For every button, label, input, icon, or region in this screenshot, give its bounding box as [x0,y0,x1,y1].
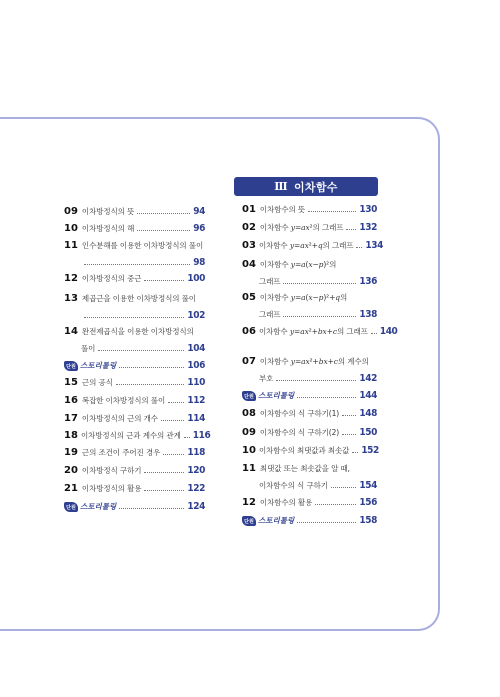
toc-entry-number: 14 [64,326,78,337]
toc-entry-label: 이차방정식 구하기 [81,466,142,475]
toc-entry-label: 그래프 [259,277,281,286]
toc-entry-label: 이차함수의 식 구하기 [259,481,328,490]
toc-entry-page: 154 [359,480,377,491]
toc-entry-label: 이차함수의 뜻 [259,205,306,214]
dot-leader [352,452,358,453]
toc-entry-page: 140 [379,326,398,337]
toc-entry-number: 02 [242,222,256,233]
toc-entry-number: 19 [64,447,78,458]
dot-leader [119,367,184,368]
toc-entry-label: 부호 [259,374,274,383]
toc-entry-page: 106 [187,360,205,371]
dot-leader [342,434,356,435]
toc-entry-page: 136 [359,276,377,287]
section-numeral: Ⅲ [274,180,288,193]
toc-entry[interactable] [64,444,205,458]
toc-entry[interactable] [242,323,398,337]
toc-entry[interactable] [242,405,377,419]
dot-leader [297,397,356,398]
toc-entry-page: 124 [187,501,205,512]
toc-entry-page: 150 [359,427,377,438]
toc-entry-page: 98 [193,257,205,268]
toc-entry[interactable] [64,323,205,337]
toc-entry-label: 복잡한 이차방정식의 풀이 [81,396,166,405]
toc-entry-number: 18 [64,430,78,441]
dot-leader [116,384,185,385]
toc-entry-number: 10 [242,445,256,456]
toc-entry[interactable] [64,498,205,512]
toc-entry-label: 이차함수 y=a(x−p)²의 [259,260,337,269]
toc-entry-page: 110 [187,377,205,388]
toc-entry-number: 08 [242,408,256,419]
toc-entry-label: 이차함수 y=a(x−p)²+q의 [259,293,348,302]
toc-entry-number: 11 [64,240,78,251]
toc-entry-number: 12 [64,273,78,284]
toc-entry[interactable] [242,237,383,251]
toc-entry-label: 스토리툴링 [80,361,117,370]
toc-entry-number: 21 [64,483,78,494]
toc-entry-number: 17 [64,413,78,424]
toc-entry-page: 120 [187,465,205,476]
toc-entry-continuation[interactable] [242,306,377,320]
dot-leader [119,508,184,509]
dot-leader [283,316,356,317]
toc-entry-page: 112 [187,395,205,406]
unit-badge: 단원 [64,502,78,512]
unit-badge: 단원 [242,391,256,401]
toc-entry[interactable] [64,480,205,494]
toc-entry-page: 116 [192,430,211,441]
toc-entry-label: 근의 조건이 주어진 경우 [81,448,161,457]
toc-entry[interactable] [242,512,377,526]
dot-leader [276,380,356,381]
toc-entry-page: 144 [359,390,377,401]
toc-entry-label: 인수분해를 이용한 이차방정식의 풀이 [81,241,204,250]
toc-entry-label: 완전제곱식을 이용한 이차방정식의 [81,327,194,336]
toc-entry-label: 이차함수의 식 구하기(2) [259,428,340,437]
toc-entry-label: 스토리툴링 [80,502,117,511]
toc-entry-label: 이차방정식의 뜻 [81,207,135,216]
toc-entry[interactable] [242,201,377,215]
toc-entry[interactable] [242,289,377,303]
toc-entry[interactable] [242,256,377,270]
toc-entry-label: 이차방정식의 근의 개수 [81,414,158,423]
toc-entry-page: 122 [187,483,205,494]
toc-entry-page: 130 [359,204,377,215]
toc-entry-continuation[interactable] [242,477,377,491]
toc-entry-label: 이차함수 y=ax²의 그래프 [259,223,344,232]
toc-entry-label: 이차함수 y=ax²+bx+c의 그래프 [259,327,368,336]
unit-badge: 단원 [242,516,256,526]
dot-leader [308,211,356,212]
toc-entry-number: 09 [242,427,256,438]
dot-leader [84,317,184,318]
toc-entry-page: 152 [361,445,379,456]
dot-leader [346,229,356,230]
dot-leader [137,230,190,231]
toc-entry[interactable] [242,219,377,233]
toc-entry-label: 이차방정식의 해 [81,224,135,233]
toc-entry-page: 118 [187,447,205,458]
toc-entry-number: 10 [64,223,78,234]
toc-entry[interactable] [64,237,205,251]
unit-badge: 단원 [64,361,78,371]
toc-entry-page: 104 [187,343,205,354]
toc-entry-page: 142 [359,373,377,384]
toc-entry-label: 이차함수 y=ax²+q의 그래프 [259,241,354,250]
toc-entry-label: 최댓값 또는 최솟값을 알 때, [259,464,350,473]
toc-entry-label: 스토리툴링 [258,516,295,525]
toc-entry-number: 15 [64,377,78,388]
dot-leader [342,415,356,416]
section-title: 이차함수 [293,180,338,194]
dot-leader [315,504,356,505]
toc-entry-label: 이차함수의 식 구하기(1) [259,409,340,418]
toc-entry-number: 05 [242,292,256,303]
toc-entry-label: 이차함수의 최댓값과 최솟값 [259,446,350,455]
toc-entry[interactable] [64,357,205,371]
toc-entry[interactable] [64,427,211,441]
toc-entry-number: 11 [242,463,256,474]
toc-entry-label: 제곱근을 이용한 이차방정식의 풀이 [81,294,196,303]
toc-entry[interactable] [64,220,205,234]
toc-entry-page: 96 [193,223,205,234]
dot-leader [371,333,377,334]
toc-entry-label: 근의 공식 [81,378,113,387]
toc-entry[interactable] [242,424,377,438]
toc-entry[interactable] [64,410,205,424]
toc-entry-number: 07 [242,356,256,367]
dot-leader [161,420,184,421]
toc-entry-label: 이차방정식의 활용 [81,484,142,493]
toc-entry[interactable] [64,290,205,304]
toc-entry-label: 풀이 [81,344,96,353]
toc-entry-page: 138 [359,309,377,320]
toc-entry-continuation[interactable] [64,340,205,354]
toc-entry-page: 94 [193,206,205,217]
toc-entry[interactable] [242,353,377,367]
toc-entry-label: 그래프 [259,310,281,319]
toc-entry[interactable] [64,203,205,217]
toc-entry-label: 이차함수의 활용 [259,498,313,507]
toc-entry-continuation[interactable] [64,307,205,321]
dot-leader [163,454,184,455]
toc-entry[interactable] [242,460,377,474]
toc-entry-page: 132 [359,222,377,233]
dot-leader [84,264,190,265]
toc-entry-label: 스토리툴링 [258,391,295,400]
dot-leader [331,487,357,488]
dot-leader [98,350,184,351]
dot-leader [144,280,184,281]
toc-entry-page: 134 [365,240,383,251]
dot-leader [184,437,190,438]
toc-entry-page: 148 [359,408,377,419]
toc-entry-continuation[interactable] [64,254,205,268]
toc-entry[interactable] [64,392,205,406]
toc-entry-number: 01 [242,204,256,215]
toc-entry[interactable] [242,442,377,456]
toc-entry-number: 13 [64,293,78,304]
toc-entry-page: 114 [187,413,205,424]
toc-entry-number: 09 [64,206,78,217]
toc-entry[interactable] [64,374,205,388]
toc-entry-number: 16 [64,395,78,406]
toc-entry-page: 158 [359,515,377,526]
dot-leader [144,490,184,491]
dot-leader [356,247,362,248]
toc-entry-continuation[interactable] [242,370,377,384]
toc-entry-number: 12 [242,497,256,508]
toc-entry-label: 이차함수 y=ax²+bx+c의 계수의 [259,357,369,366]
toc-entry-number: 03 [242,240,256,251]
dot-leader [283,283,356,284]
dot-leader [168,402,184,403]
section-header [234,177,378,196]
toc-entry-number: 20 [64,465,78,476]
toc-entry-label: 이차방정식의 근과 계수의 관계 [81,431,181,440]
toc-entry-page: 156 [359,497,377,508]
toc-entry-page: 100 [187,273,205,284]
dot-leader [144,472,184,473]
toc-entry[interactable] [64,270,205,284]
toc-entry[interactable] [242,387,377,401]
dot-leader [137,213,190,214]
toc-entry-number: 04 [242,259,256,270]
toc-entry-label: 이차방정식의 중근 [81,274,142,283]
toc-entry-page: 102 [187,310,205,321]
toc-entry-continuation[interactable] [242,273,377,287]
toc-entry[interactable] [242,494,377,508]
toc-entry[interactable] [64,462,205,476]
toc-entry-number: 06 [242,326,256,337]
dot-leader [297,522,356,523]
